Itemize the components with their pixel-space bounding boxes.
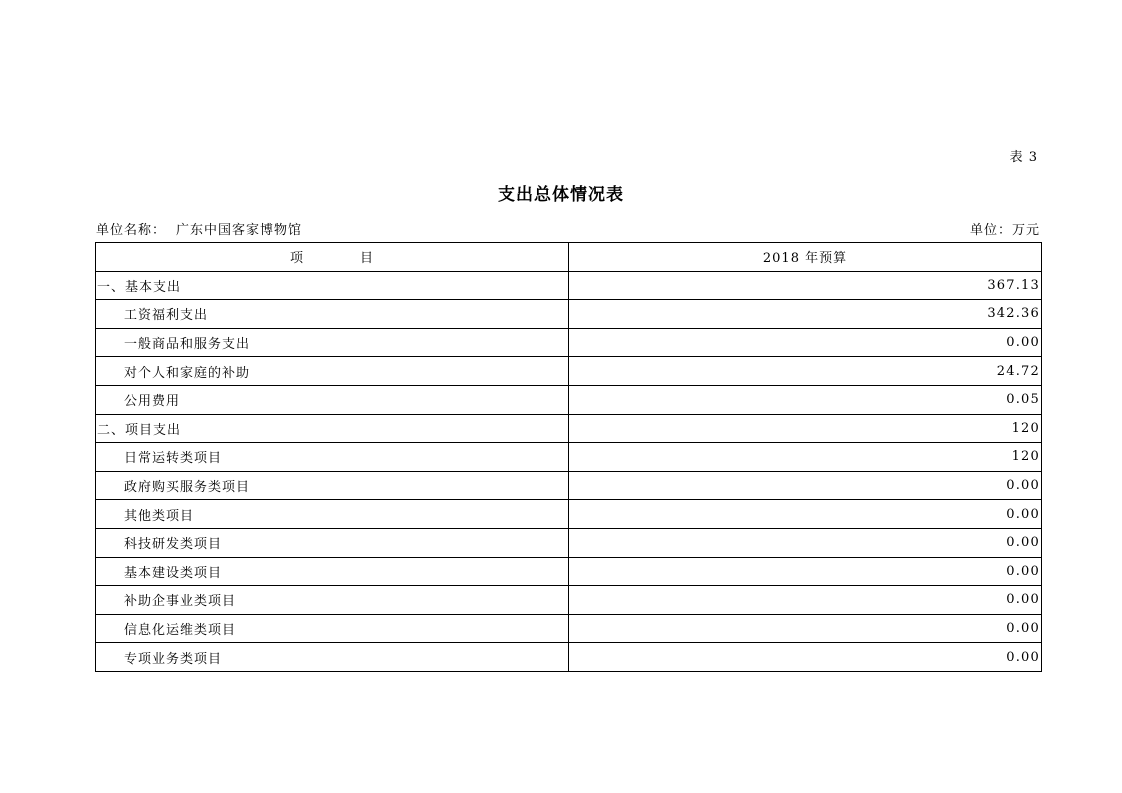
row-name: 信息化运维类项目 [96, 614, 569, 643]
table-row [96, 328, 1042, 357]
table-number: 表 3 [1009, 150, 1038, 165]
row-value: 0.00 [569, 557, 1042, 586]
row-name: 二、项目支出 [96, 414, 569, 443]
row-name: 公用费用 [96, 385, 569, 414]
table-row [96, 528, 1042, 557]
row-value: 0.00 [569, 614, 1042, 643]
table-header-row [96, 243, 1042, 272]
org-info [96, 219, 302, 238]
row-name: 工资福利支出 [96, 300, 569, 329]
org-label: 单位名称： [96, 223, 167, 238]
row-value: 120 [569, 443, 1042, 472]
expenditure-table [95, 242, 1042, 672]
table-meta [96, 219, 1040, 238]
row-name: 专项业务类项目 [96, 643, 569, 672]
row-value: 0.00 [569, 586, 1042, 615]
row-name: 政府购买服务类项目 [96, 471, 569, 500]
table-row [96, 271, 1042, 300]
row-name: 基本建设类项目 [96, 557, 569, 586]
table-row [96, 471, 1042, 500]
table-row [96, 443, 1042, 472]
row-name: 对个人和家庭的补助 [96, 357, 569, 386]
table-row [96, 385, 1042, 414]
row-value: 0.00 [569, 643, 1042, 672]
column-header-item: 项 目 [96, 243, 569, 272]
row-value: 0.00 [569, 528, 1042, 557]
unit-label: 单位：万元 [969, 223, 1040, 238]
row-value: 0.05 [569, 385, 1042, 414]
row-name: 一、基本支出 [96, 271, 569, 300]
table-row [96, 586, 1042, 615]
row-value: 0.00 [569, 328, 1042, 357]
row-value: 0.00 [569, 471, 1042, 500]
table-row [96, 357, 1042, 386]
table-row [96, 643, 1042, 672]
table-row [96, 557, 1042, 586]
row-name: 补助企事业类项目 [96, 586, 569, 615]
table-row [96, 414, 1042, 443]
table-row [96, 300, 1042, 329]
table-row [96, 614, 1042, 643]
row-name: 其他类项目 [96, 500, 569, 529]
row-value: 120 [569, 414, 1042, 443]
table-row [96, 500, 1042, 529]
row-value: 24.72 [569, 357, 1042, 386]
row-name: 日常运转类项目 [96, 443, 569, 472]
column-header-budget: 2018 年预算 [569, 243, 1042, 272]
row-value: 342.36 [569, 300, 1042, 329]
row-value: 367.13 [569, 271, 1042, 300]
page-title: 支出总体情况表 [498, 185, 624, 205]
row-name: 一般商品和服务支出 [96, 328, 569, 357]
row-name: 科技研发类项目 [96, 528, 569, 557]
row-value: 0.00 [569, 500, 1042, 529]
org-name: 广东中国客家博物馆 [176, 223, 303, 238]
